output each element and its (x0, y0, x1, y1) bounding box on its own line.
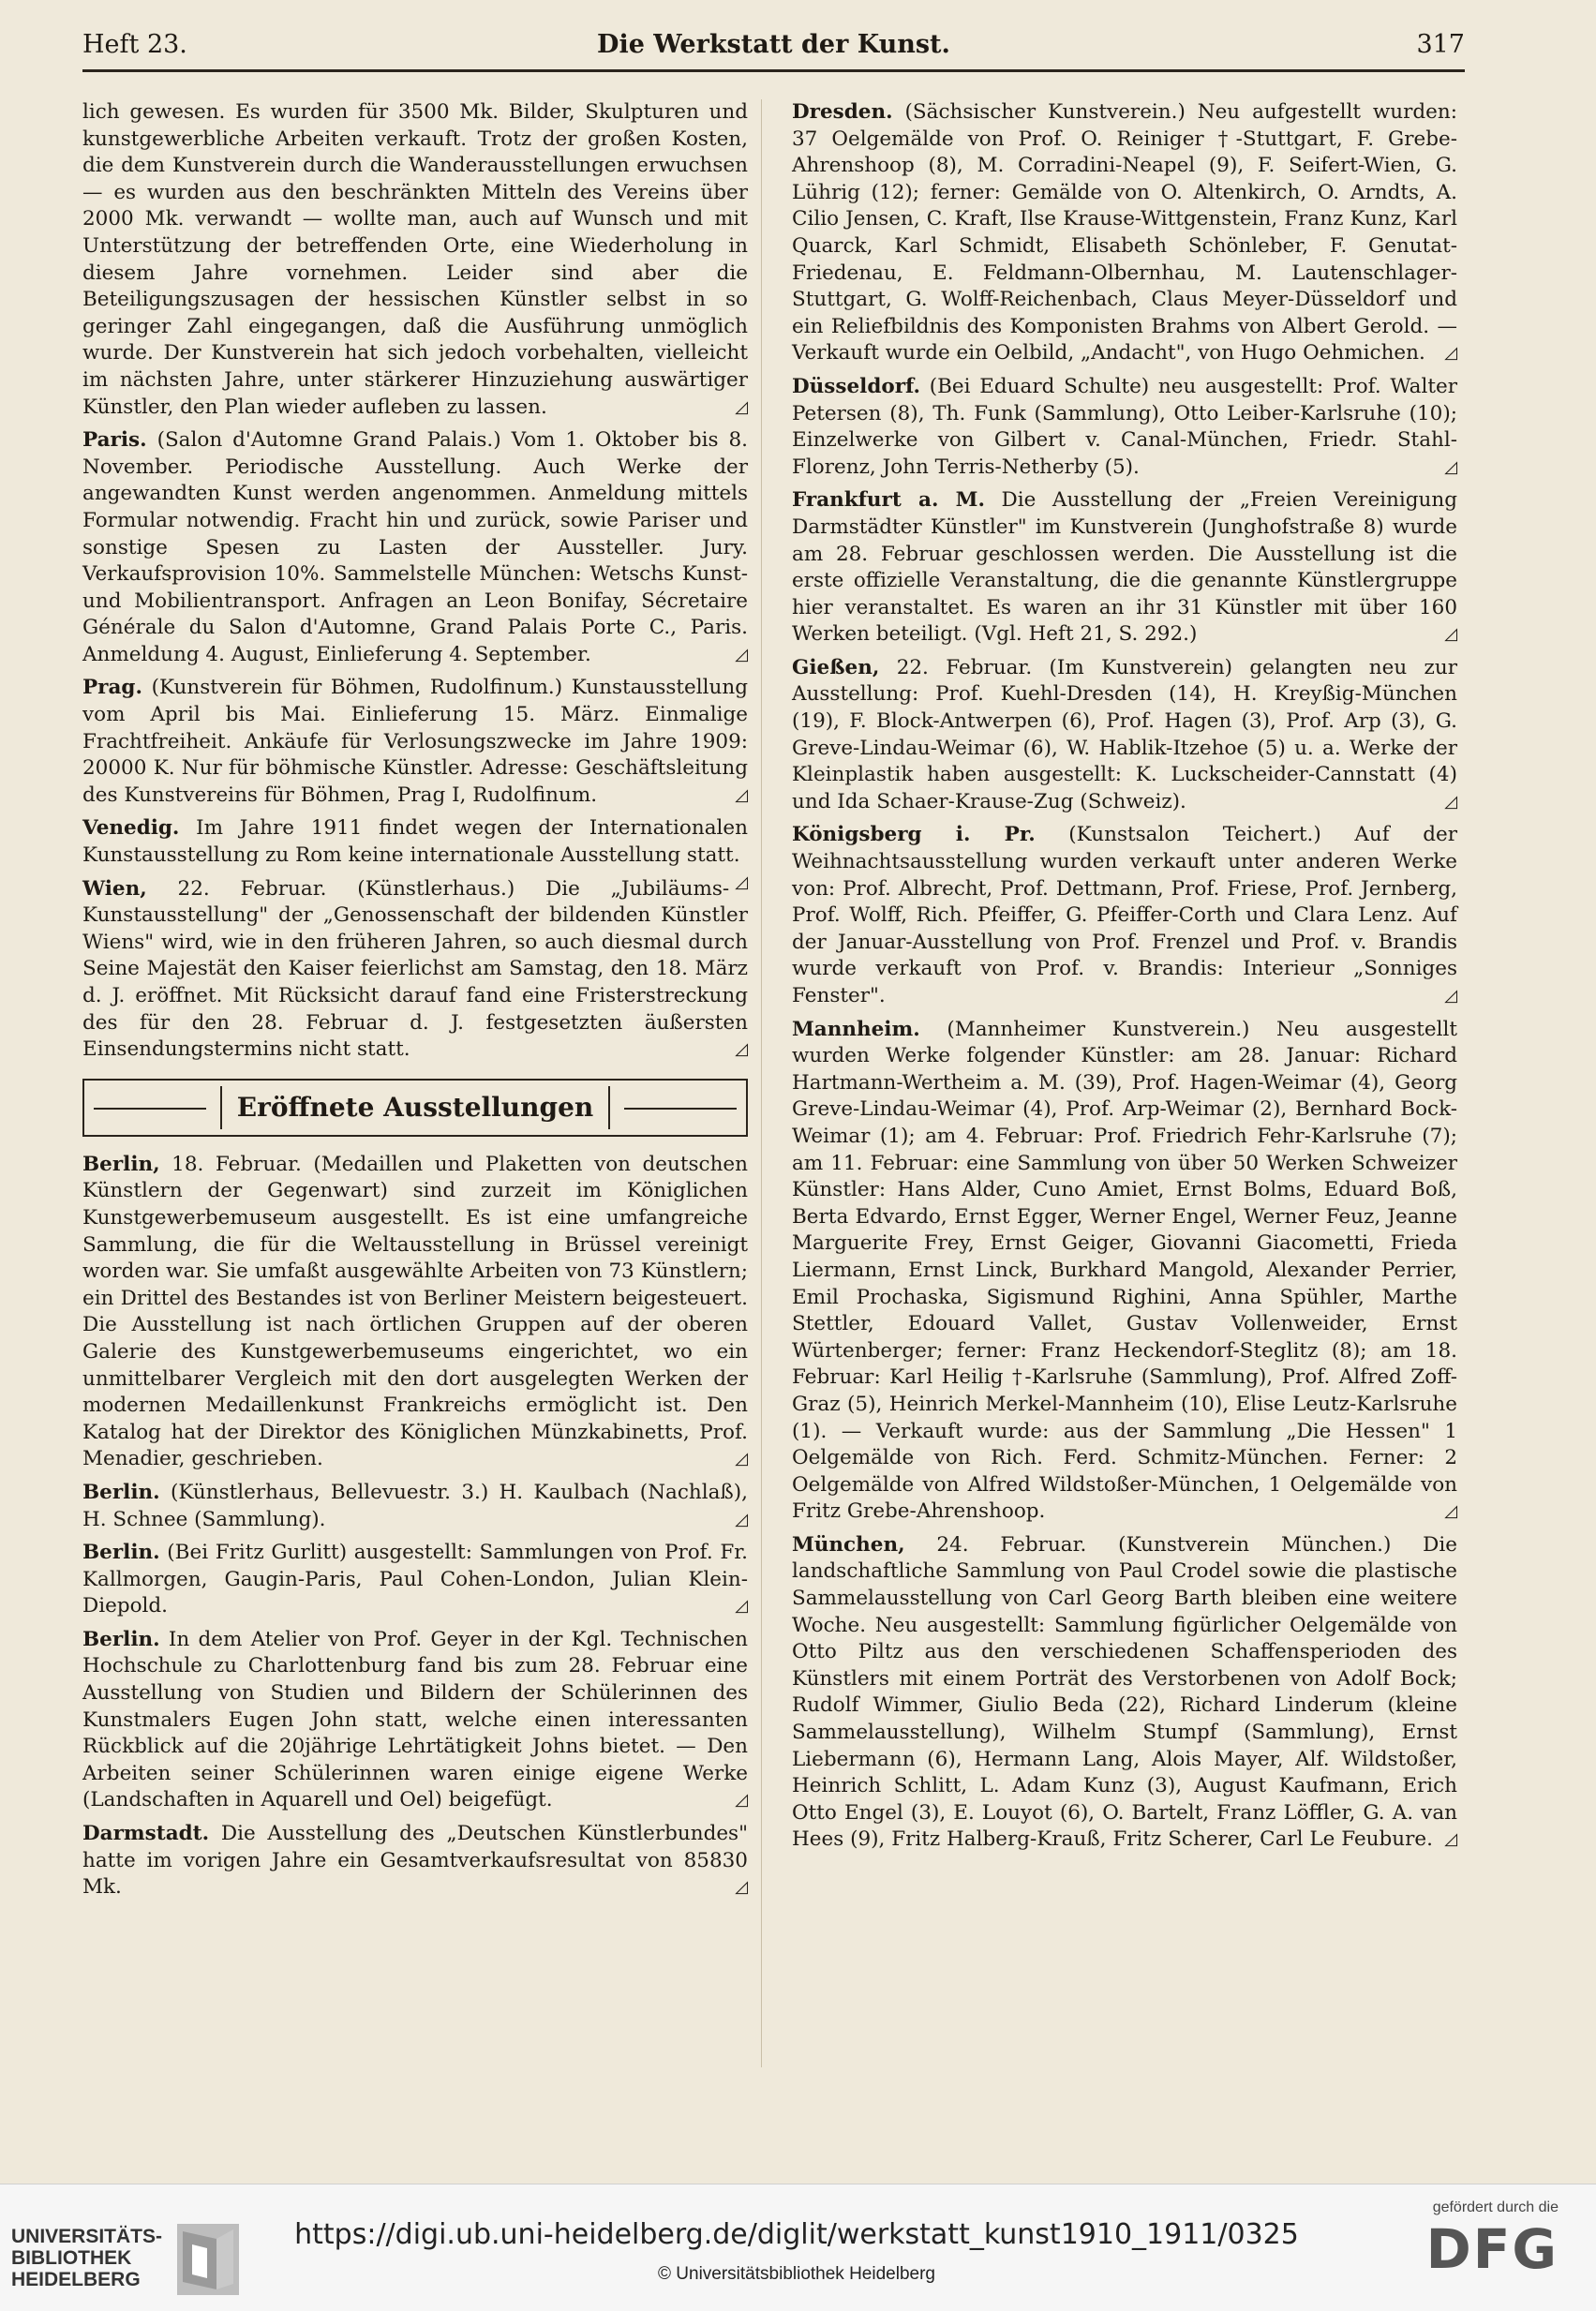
journal-title: Die Werkstatt der Kunst. (597, 30, 950, 59)
entry-text: 22. Februar. (Im Kunstverein) gelangten neu zur Ausstellung: Prof. Kuehl-Dresden (14), H. Kreyßig-München (19), F. Block-Antwerpen (6), Prof. Hagen (3), Prof. Arp (3), G. Greve-Lindau-Weimar (6), W. Hablik-Itzehoe (5) u. a. Werke der Kleinplastik haben ausgestellt: K. Luckscheider-Cannstatt (4) und Ida Schaer-Krause-Zug (Schweiz). (792, 655, 1457, 813)
entry-place: Berlin, (82, 1152, 160, 1176)
library-name-line: UNIVERSITÄTS- (11, 2226, 163, 2247)
intro-paragraph (82, 99, 748, 421)
page-header (82, 26, 1465, 72)
entry-place: Düsseldorf. (792, 374, 920, 398)
entry-text: Die Ausstellung der „Freien Vereinigung Darmstädter Künstler" im Kunstverein (Junghofstraße 8) wurde am 28. Februar geschlossen werden. Die Ausstellung ist die erste offizielle Veranstaltung, die die genannte Künstlergruppe hier veranstaltet. Es waren an ihr 31 Künstler mit über 160 Werken beteiligt. (Vgl. Heft 21, S. 292.) (792, 488, 1458, 647)
entry-paragraph (82, 1152, 748, 1473)
entry-paragraph (792, 374, 1457, 481)
entry-text: (Salon d'Automne Grand Palais.) Vom 1. Oktober bis 8. November. Periodische Ausstellung. Auch Werke der angewandten Kunst werden angenommen. Anmeldung mittels Formular notwendig. Fracht hin und zurück, sowie Pariser und sonstige Spesen zu Lasten der Aussteller. Jury. Verkaufsprovision 10%. Sammelstelle München: Wetschs Kunst- und Mobilientransport. Anfragen an Leon Bonifay, Sécretaire Générale du Salon d'Automne, Grand Palais Porte C., Paris. Anmeldung 4. August, Einlieferung 4. September. (82, 428, 748, 666)
entry-paragraph (82, 675, 748, 809)
entry-paragraph (792, 1017, 1457, 1526)
right-column (792, 99, 1457, 1860)
issue-number: Heft 23. (82, 30, 187, 59)
entry-text: (Kunstsalon Teichert.) Auf der Weihnachtsausstellung wurden verkauft unter anderen Werke von: Prof. Albrecht, Prof. Dettmann, Prof. Friese, Prof. Jernberg, Prof. Wolff, Rich. Pfeiffer, G. Pfeiffer-Corth und Clara Lenz. Auf der Januar-Ausstellung von Prof. Frenzel und Prof. v. Brandis wurde verkauft von Prof. v. Brandis: Interieur „Sonniges Fenster". (792, 823, 1457, 1007)
entry-text: (Bei Fritz Gurlitt) ausgestellt: Sammlungen von Prof. Fr. Kallmorgen, Gaugin-Paris, Paul Cohen-London, Julian Klein-Diepold. (82, 1541, 748, 1618)
end-mark-icon: ◿ (735, 1596, 748, 1617)
end-mark-icon: ◿ (735, 1509, 748, 1529)
end-mark-icon: ◿ (1444, 1501, 1457, 1522)
entry-text: (Künstlerhaus, Bellevuestr. 3.) H. Kaulbach (Nachlaß), H. Schnee (Sammlung). (82, 1480, 748, 1531)
entry-text: In dem Atelier von Prof. Geyer in der Kgl. Technischen Hochschule zu Charlottenburg fand bis zum 28. Februar eine Ausstellung von Studien und Bildern der Schülerinnen des Kunstmalers Eugen John statt, welche einen interessanten Rückblick auf die 20jährige Lehrtätigkeit Johns bietet. — Den Arbeiten seiner Schülerinnen waren einige eigene Werke (Landschaften in Aquarell und Oel) beigefügt. (82, 1627, 748, 1812)
source-url-link[interactable]: https://digi.ub.uni-heidelberg.de/diglit/werkstatt_kunst1910_1911/0325 (294, 2218, 1299, 2251)
library-name (11, 2226, 162, 2290)
footer-bar (0, 2184, 1596, 2311)
left-column (82, 99, 748, 1908)
entry-text: (Kunstverein für Böhmen, Rudolfinum.) Kunstausstellung vom April bis Mai. Einlieferung 15. März. Einmalige Frachtfreiheit. Ankäufe für Verlosungszwecke im Jahre 1909: 20000 K. Nur für böhmische Künstler. Adresse: Geschäftsleitung des Kunstvereins für Böhmen, Prag I, Rudolfinum. (82, 676, 748, 807)
end-mark-icon: ◿ (1444, 624, 1457, 645)
entry-place: Gießen, (792, 655, 880, 679)
entry-place: Dresden. (792, 100, 893, 124)
intro-text: lich gewesen. Es wurden für 3500 Mk. Bilder, Skulpturen und kunstgewerbliche Arbeiten verkauft. Trotz der großen Kosten, die dem Kunstverein durch die Wanderausstellungen erwuchsen — es wurden aus den beschränkten Mitteln des Vereins über 2000 Mk. verwandt — wollte man, auch auf Wunsch und mit Unterstützung der betreffenden Orte, eine Wiederholung in diesem Jahre vornehmen. Leider sind aber die Beteiligungszusagen der hessischen Künstler selbst in so geringer Zahl eingegangen, daß die Ausführung unmöglich wurde. Der Kunstverein hat sich jedoch vorbehalten, vielleicht im nächsten Jahre, unter stärkerer Hinzuziehung auswärtiger Künstler, den Plan wieder aufleben zu lassen. (82, 100, 748, 419)
entry-text: Im Jahre 1911 findet wegen der Internationalen Kunstausstellung zu Rom keine internationale Ausstellung statt. (82, 816, 748, 868)
end-mark-icon: ◿ (735, 1449, 748, 1469)
entry-paragraph (82, 1627, 748, 1814)
entry-place: Berlin. (82, 1480, 160, 1504)
entry-place: Venedig. (82, 816, 180, 841)
entry-place: Darmstadt. (82, 1822, 210, 1846)
entry-place: München, (792, 1532, 905, 1557)
entry-text: 18. Februar. (Medaillen und Plaketten von deutschen Künstlern der Gegenwart) sind zurzeit im Königlichen Kunstgewerbemuseum ausgestellt. Es ist eine umfangreiche Sammlung, die für die Weltausstellung in Brüssel vereinigt worden war. Sie umfaßt ausgewählte Arbeiten von 73 Künstlern; ein Drittel des Bestandes ist von Berliner Meistern beigesteuert. Die Ausstellung ist nach örtlichen Gruppen auf der oberen Galerie des Kunstgewerbemuseums eingerichtet, wo ein unmittelbarer Vergleich mit den dort ausgelegten Werken der modernen Medaillenkunst Frankreichs ermöglicht ist. Den Katalog hat der Direktor des Königlichen Münzkabinetts, Prof. Menadier, geschrieben. (82, 1152, 748, 1471)
library-name-line: HEIDELBERG (11, 2269, 141, 2290)
entry-place: Berlin. (82, 1541, 160, 1565)
entry-paragraph (792, 487, 1457, 649)
end-mark-icon: ◿ (735, 1039, 748, 1060)
entry-text: 22. Februar. (Künstlerhaus.) Die „Jubiläums-Kunstausstellung" der „Genossenschaft der bildenden Künstler Wiens" wird, wie in den früheren Jahren, so auch diesmal durch Seine Majestät den Kaiser feierlichst am Samstag, den 18. März d. J. eröffnet. Mit Rücksicht darauf fand eine Fristerstreckung des für den 28. Februar d. J. festgesetzten äußersten Einsendungstermins nicht statt. (82, 876, 748, 1062)
end-mark-icon: ◿ (735, 872, 748, 892)
entry-paragraph (82, 1480, 748, 1533)
page-number: 317 (1416, 30, 1465, 59)
entry-paragraph (792, 655, 1457, 816)
entry-text: (Sächsischer Kunstverein.) Neu aufgestellt wurden: 37 Oelgemälde von Prof. O. Reiniger †-Stuttgart, F. Grebe-Ahrenshoop (8), M. Corradini-Neapel (9), F. Seifert-Wien, G. Lührig (12); ferner: Gemälde von O. Altenkirch, O. Arndts, A. Cilio Jensen, C. Kraft, Ilse Krause-Wittgenstein, Franz Kunz, Karl Quarck, Karl Schmidt, Elisabeth Schönleber, F. Genutat-Friedenau, E. Feldmann-Olbernhau, M. Lautenschlager-Stuttgart, G. Wolff-Reichenbach, Claus Meyer-Düsseldorf und ein Reliefbildnis des Komponisten Brahms von Albert Gerold. — Verkauft wurde ein Oelbild, „Andacht", von Hugo Oehmichen. (792, 100, 1457, 365)
end-mark-icon: ◿ (735, 1877, 748, 1898)
entry-place: Königsberg i. Pr. (792, 823, 1036, 847)
entry-paragraph (82, 1821, 748, 1901)
entry-place: Wien, (82, 876, 147, 901)
funding-label: gefördert durch die (1432, 2199, 1559, 2215)
entry-paragraph (792, 99, 1457, 367)
entry-place: Berlin. (82, 1627, 160, 1651)
library-name-line: BIBLIOTHEK (11, 2247, 132, 2269)
copyright-notice: © Universitätsbibliothek Heidelberg (658, 2264, 935, 2284)
dfg-logo-text: DFG (1425, 2217, 1559, 2281)
entry-place: Paris. (82, 428, 147, 453)
section-header-box (82, 1079, 748, 1137)
entry-place: Prag. (82, 676, 142, 700)
end-mark-icon: ◿ (1444, 986, 1457, 1006)
end-mark-icon: ◿ (1444, 343, 1457, 364)
end-mark-icon: ◿ (1444, 456, 1457, 477)
entry-text: 24. Februar. (Kunstverein München.) Die landschaftliche Sammlung von Paul Crodel sowie die plastische Sammelausstellung von Carl Georg Barth bleiben eine weitere Woche. Neu ausgestellt: Sammlung figürlicher Oelgemälde von Otto Piltz aus den verschiedenen Schaffensperioden des Künstlers mit einem Porträt des Verstorbenen von Adolf Bock; Rudolf Wimmer, Giulio Beda (22), Richard Linderum (kleine Sammelausstellung), Wilhelm Stumpf (Sammlung), Ernst Liebermann (6), Hermann Lang, Alois Mayer, Alf. Wildstoßer, Heinrich Schlitt, L. Adam Kunz (3), August Kaufmann, Erich Otto Engel (3), E. Louyot (6), O. Bartelt, Franz Löffler, G. A. van Hees (9), Fritz Halberg-Krauß, Fritz Scherer, Carl Le Feubure. (792, 1532, 1457, 1852)
entry-paragraph (82, 876, 748, 1064)
entry-paragraph (82, 1540, 748, 1620)
entry-paragraph (82, 427, 748, 668)
end-mark-icon: ◿ (735, 1790, 748, 1811)
entry-paragraph (792, 822, 1457, 1009)
entry-text: (Mannheimer Kunstverein.) Neu ausgestellt wurden Werke folgender Künstler: am 28. Januar: Richard Hartmann-Wertheim a. M. (39), Prof. Hagen-Weimar (4), Georg Greve-Lindau-Weimar (4), Prof. Arp-Weimar (2), Bernhard Bock-Weimar (1); am 4. Februar: Prof. Friedrich Fehr-Karlsruhe (7); am 11. Februar: eine Sammlung von über 50 Werken Schweizer Künstler: Hans Alder, Cuno Amiet, Ernst Bolms, Eduard Boß, Berta Edvardo, Ernst Egger, Werner Engel, Werner Feuz, Jeanne Marguerite Frey, Ernst Geiger, Giovanni Giacometti, Frieda Liermann, Ernst Linck, Burkhard Mangold, Alexander Perrier, Emil Prochaska, Sigismund Righini, Anna Spühler, Marthe Stettler, Edouard Vallet, Gustav Vollenweider, Ernst Würtenberger; ferner: Franz Heckendorf-Steglitz (8); am 18. Februar: Karl Heilig †-Karlsruhe (Sammlung), Prof. Alfred Zoff-Graz (5), Heinrich Merkel-Mannheim (10), Elise Leutz-Karlsruhe (1). — Verkauft wurde: aus der Sammlung „Die Hessen" 1 Oelgemälde von Rich. Ferd. Schmitz-München. Ferner: 2 Oelgemälde von Alfred Wildstoßer-München, 1 Oelgemälde von Fritz Grebe-Ahrenshoop. (792, 1017, 1457, 1524)
end-mark-icon: ◿ (735, 396, 748, 417)
end-mark-icon: ◿ (735, 644, 748, 664)
end-mark-icon: ◿ (1444, 791, 1457, 812)
column-divider (761, 99, 762, 2067)
end-mark-icon: ◿ (735, 784, 748, 805)
entry-place: Frankfurt a. M. (792, 488, 985, 513)
section-title: Eröffnete Ausstellungen (220, 1086, 611, 1129)
end-mark-icon: ◿ (1444, 1829, 1457, 1850)
funder-logo[interactable] (1390, 2199, 1559, 2282)
entry-text: Die Ausstellung des „Deutschen Künstlerbundes" hatte im vorigen Jahre ein Gesamtverkaufsresultat von 85830 Mk. (82, 1822, 748, 1900)
entry-text: (Bei Eduard Schulte) neu ausgestellt: Prof. Walter Petersen (8), Th. Funk (Sammlung), Otto Leiber-Karlsruhe (10); Einzelwerke von Gilbert v. Canal-München, Friedr. Stahl-Florenz, John Terris-Netherby (5). (792, 374, 1457, 479)
library-emblem-icon (175, 2222, 241, 2297)
entry-paragraph (792, 1532, 1457, 1854)
entry-place: Mannheim. (792, 1017, 920, 1041)
library-logo[interactable] (11, 2205, 292, 2299)
